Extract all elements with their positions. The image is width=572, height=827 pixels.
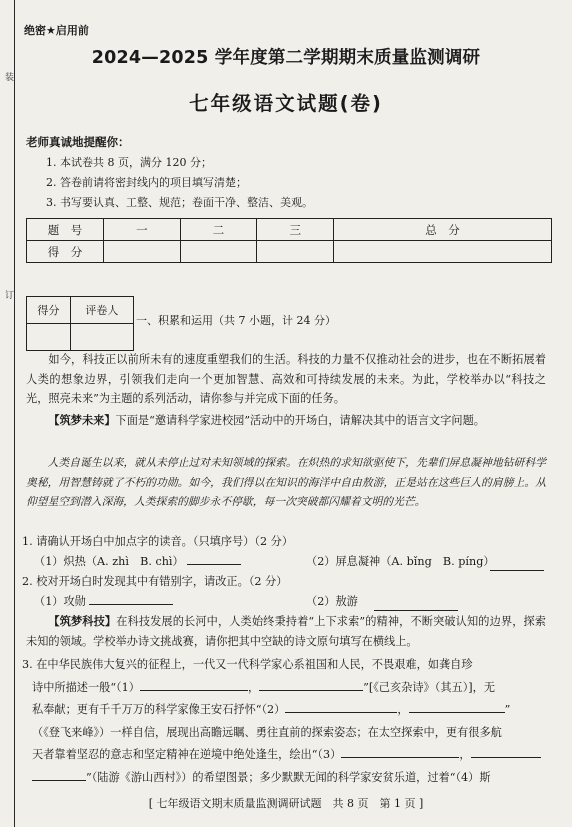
question-3: 3. 在中华民族伟大复兴的征程上，一代又一代科学家心系祖国和人民，不畏艰难，如龚自珍 诗中所描述一般“（1） ， ”[《己亥杂诗》（其五）]，无 私奉献；更有千千万万的科学家像王安石抒怀“（2） ， ” （《登飞来峰》）一样自信，展现出高瞻远瞩、勇往直前的探索姿态；在太空探索中，更有很多航 天者靠着坚忍的意志和坚定精神在逆境中绝处逢生，绘出“（3） ， ”（陆游《游山西村》）的希望图景；多少默默无闻的科学家安贫乐道，过着“（4）斯 bbox=[22, 654, 548, 789]
reminder-item: 2. 答卷前请将密封线内的项目填写清楚； bbox=[46, 176, 247, 189]
score-header-label: 题 号 bbox=[27, 219, 104, 241]
grader-score-label: 得分 bbox=[27, 297, 71, 324]
grader-name-cell[interactable] bbox=[70, 324, 133, 351]
reminder-item: 3. 书写要认真、工整、规范；卷面干净、整洁、美观。 bbox=[46, 196, 313, 209]
grader-name-label: 评卷人 bbox=[70, 297, 133, 324]
task-one-text: 下面是“邀请科学家进校园”活动中的开场白，请解决其中的语言文字问题。 bbox=[115, 414, 485, 427]
task-two bbox=[26, 612, 546, 651]
q1-option-a: （1）炽热（A. zhì B. chì） bbox=[34, 554, 184, 568]
task-two-text: 在科技发展的长河中，人类始终秉持着“上下求索”的精神，不断突破认知的边界，探索未知的领域。学校举办诗文挑战赛，请你把其中空缺的诗文原句填写在横线上。 bbox=[26, 615, 546, 648]
reminder-heading: 老师真诚地提醒你： bbox=[26, 135, 130, 149]
exam-title: 2024—2025 学年度第二学期期末质量监测调研 bbox=[91, 48, 481, 68]
q2-item-b: （2）敖游 bbox=[306, 594, 358, 608]
question-1-stem: 1. 请确认开场白中加点字的读音。（只填序号）（2 分） bbox=[22, 535, 294, 548]
q3-blank-3b[interactable] bbox=[471, 745, 541, 758]
q3-line-1: 3. 在中华民族伟大复兴的征程上，一代又一代科学家心系祖国和人民，不畏艰难，如龚自珍 bbox=[22, 658, 473, 671]
q3-blank-2b[interactable] bbox=[409, 700, 505, 713]
task-one-label: 【筑梦未来】 bbox=[48, 413, 116, 427]
q3-blank-3a[interactable] bbox=[341, 745, 459, 758]
score-header-total: 总 分 bbox=[334, 219, 552, 241]
score-row-label: 得 分 bbox=[27, 241, 104, 263]
question-1 bbox=[22, 532, 548, 571]
q3-line-4: （《登飞来峰》）一样自信，展现出高瞻远瞩、勇往直前的探索姿态；在太空探索中，更有很多航 bbox=[32, 725, 502, 739]
binding-line bbox=[14, 0, 15, 827]
score-cell[interactable] bbox=[104, 241, 181, 263]
q3-blank-2a[interactable] bbox=[285, 700, 397, 713]
task-two-label: 【筑梦科技】 bbox=[48, 614, 117, 628]
grader-score-cell[interactable] bbox=[27, 324, 71, 351]
opening-passage: 人类自诞生以来，就从未停止过对未知领域的探索。在炽热的求知欲驱使下，先辈们屏息凝神地钻研科学奥秘，用智慧铸就了不朽的功勋。如今，我们得以在知识的海洋中自由敖游，正是站在这些巨人的肩膀上。从仰望星空到潜入深海，人类探索的脚步永不停歇，每一次突破都闪耀着文明的光芒。 bbox=[26, 456, 546, 508]
q1-option-b: （2）屏息凝神（A. bǐng B. píng） bbox=[306, 554, 495, 568]
page-footer: [ 七年级语文期末质量监测调研试题 共 8 页 第 1 页 ] bbox=[148, 797, 424, 810]
score-cell-total[interactable] bbox=[334, 241, 552, 263]
score-cell[interactable] bbox=[257, 241, 334, 263]
q2-answer-1[interactable] bbox=[89, 592, 173, 605]
score-header-1: 一 bbox=[104, 219, 181, 241]
grader-table bbox=[26, 296, 134, 351]
score-header-2: 二 bbox=[180, 219, 257, 241]
binding-mark-bottom: 订 bbox=[3, 290, 13, 299]
score-cell[interactable] bbox=[180, 241, 257, 263]
confidential-label: 绝密★启用前 bbox=[24, 24, 89, 37]
binding-mark-top: 装 bbox=[3, 72, 13, 81]
reminder-item: 1. 本试卷共 8 页，满分 120 分； bbox=[46, 156, 212, 169]
question-2 bbox=[22, 572, 548, 611]
q2-answer-2[interactable] bbox=[374, 598, 458, 611]
q1-answer-2[interactable] bbox=[490, 558, 544, 571]
exam-subtitle: 七年级语文试题(卷) bbox=[189, 92, 383, 115]
q1-answer-1[interactable] bbox=[187, 552, 241, 565]
section-one-heading: 一、积累和运用（共 7 小题，计 24 分） bbox=[136, 314, 336, 327]
q2-item-a: （1）攻勋 bbox=[34, 594, 86, 608]
q3-blank-1b[interactable] bbox=[259, 678, 363, 691]
score-table bbox=[26, 218, 552, 263]
reminder-list bbox=[46, 153, 313, 213]
task-one bbox=[26, 411, 546, 431]
score-header-3: 三 bbox=[257, 219, 334, 241]
intro-paragraph: 如今，科技正以前所未有的速度重塑我们的生活。科技的力量不仅推动社会的进步，也在不断拓展着人类的想象边界，引领我们走向一个更加智慧、高效和可持续发展的未来。为此，学校举办以“科技之光，照亮未来”为主题的系列活动，请你参与并完成下面的任务。 bbox=[26, 353, 546, 405]
q3-blank-3c[interactable] bbox=[32, 768, 86, 781]
q3-blank-1a[interactable] bbox=[140, 678, 248, 691]
question-2-stem: 2. 校对开场白时发现其中有错别字，请改正。（2 分） bbox=[22, 575, 288, 588]
